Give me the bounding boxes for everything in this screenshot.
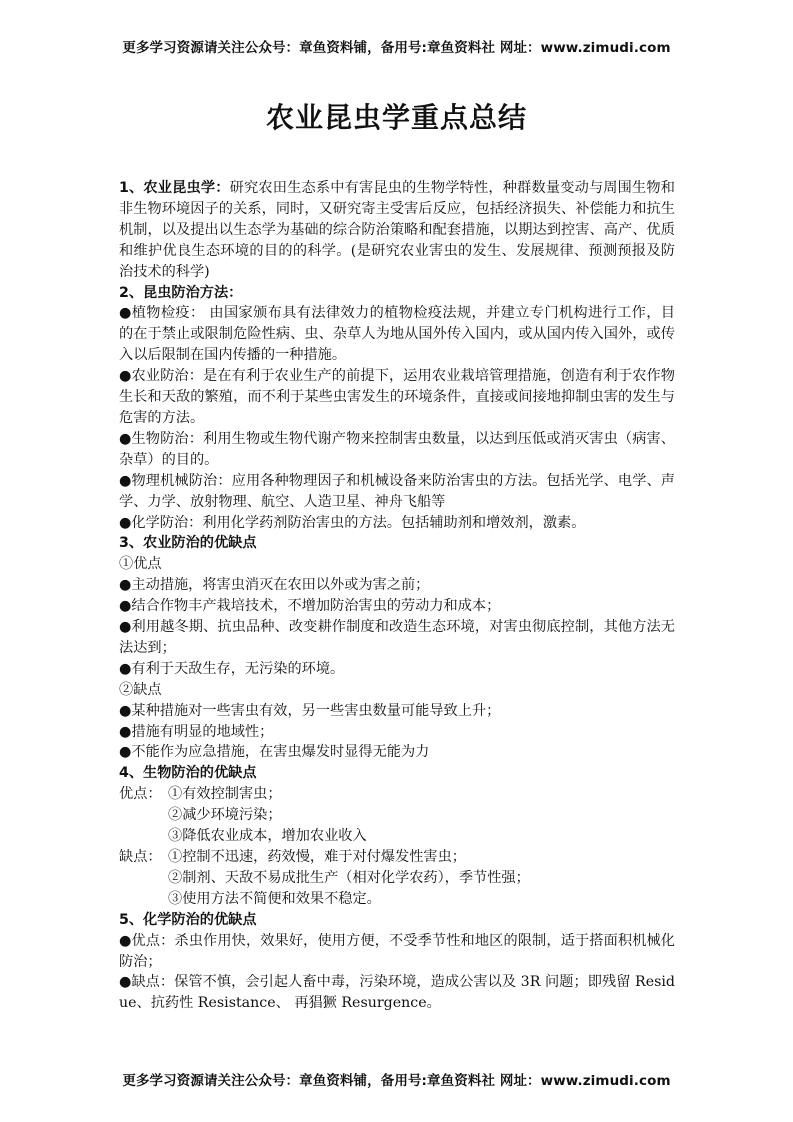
- section-5-item: ●优点：杀虫作用快，效果好，使用方便，不受季节性和地区的限制，适于搭面积机械化防治；: [119, 932, 675, 970]
- section-4-con-item: ③使用方法不简便和效果不稳定。: [168, 890, 381, 907]
- section-4-pros-label: 优点：: [119, 786, 162, 803]
- section-2-item: ●化学防治：利用化学药剂防治害虫的方法。包括辅助剂和增效剂，激素。: [119, 514, 586, 531]
- section-3-pros-label: ①优点: [119, 556, 162, 573]
- section-5-heading: 5、化学防治的优缺点: [119, 911, 257, 928]
- section-4-cons-label: 缺点：: [119, 849, 162, 865]
- section-3-pro-item: ●结合作物丰产栽培技术，不增加防治害虫的劳动力和成本；: [119, 598, 501, 615]
- section-4-pro-item: ②减少环境污染；: [168, 807, 282, 824]
- section-3-con-item: ●不能作为应急措施，在害虫爆发时显得无能为力: [119, 744, 430, 761]
- section-2-item: ●农业防治：是在有利于农业生产的前提下，运用农业栽培管理措施，创造有利于农作物生长和天敌的繁殖，而不利于某些虫害发生的环境条件，直接或间接地抑制虫害的发生与危害的方法。: [119, 368, 675, 426]
- section-4-cons-row: [119, 847, 675, 868]
- section-4-pro-item: ③降低农业成本，增加农业收入: [168, 828, 367, 845]
- section-3-cons-label: ②缺点: [119, 681, 162, 698]
- section-4-heading: 4、生物防治的优缺点: [119, 765, 257, 782]
- header-note: 更多学习资源请关注公众号：章鱼资料铺，备用号:章鱼资料社 网址：www.zimudi.com: [122, 40, 671, 56]
- section-3-con-item: ●某种措施对一些害虫有效，另一些害虫数量可能导致上升；: [119, 702, 501, 719]
- section-1-text: 研究农田生态系中有害昆虫的生物学特性，种群数量变动与周围生物和非生物环境因子的关系，同时，又研究寄主受害后反应，包括经济损失、补偿能力和抗生机制，以及提出以生态学为基础的综合防治策略和配套措施，以期达到控害、高产、优质和维护优良生态环境的目的的科学。(是研究农业害虫的发生、发展规律、预测预报及防治技术的科学): [119, 180, 675, 280]
- section-2-item: ●生物防治：利用生物或生物代谢产物来控制害虫数量，以达到压低或消灭害虫（病害、杂草）的目的。: [119, 430, 675, 468]
- section-2-heading: 2、昆虫防治方法：: [119, 284, 243, 301]
- section-4-con-item: ②制剂、天敌不易成批生产（相对化学农药），季节性强；: [168, 869, 530, 886]
- section-5-item: ●缺点：保管不慎，会引起人畜中毒，污染环境，造成公害以及 3R 问题；即残留 Residue、抗药性 Resistance、 再猖獗 Resurgence。: [119, 974, 675, 1012]
- section-3-heading: 3、农业防治的优缺点: [119, 535, 257, 552]
- section-1-paragraph: [119, 178, 675, 283]
- section-3-pro-item: ●有利于天敌生存，无污染的环境。: [119, 660, 345, 677]
- section-3-con-item: ●措施有明显的地域性；: [119, 723, 274, 740]
- section-3-pro-item: ●利用越冬期、抗虫品种、改变耕作制度和改造生态环境，对害虫彻底控制，其他方法无法达到；: [119, 619, 675, 656]
- document-body: [119, 178, 675, 1014]
- section-1-heading: 1、农业昆虫学：: [119, 180, 230, 196]
- footer-note: 更多学习资源请关注公众号：章鱼资料铺，备用号:章鱼资料社 网址：www.zimudi.com: [122, 1073, 671, 1089]
- section-3-pro-item: ●主动措施，将害虫消灭在农田以外或为害之前；: [119, 577, 430, 594]
- page-title: 农业昆虫学重点总结: [265, 101, 527, 134]
- section-4-con-item: ①控制不迅速，药效慢，难于对付爆发性害虫；: [168, 849, 466, 865]
- section-4-pros-row: [119, 784, 675, 805]
- section-2-item: ●物理机械防治：应用各种物理因子和机械设备来防治害虫的方法。包括光学、电学、声学、力学、放射物理、航空、人造卫星、神舟飞船等: [119, 472, 675, 510]
- section-4-pro-item: ①有效控制害虫；: [168, 786, 282, 803]
- section-2-item: ●植物检疫： 由国家颁布具有法律效力的植物检疫法规，并建立专门机构进行工作，目的在于禁止或限制危险性病、虫、杂草人为地从国外传入国内，或从国内传入国外，或传入以后限制在国内传播的一种措施。: [119, 305, 675, 364]
